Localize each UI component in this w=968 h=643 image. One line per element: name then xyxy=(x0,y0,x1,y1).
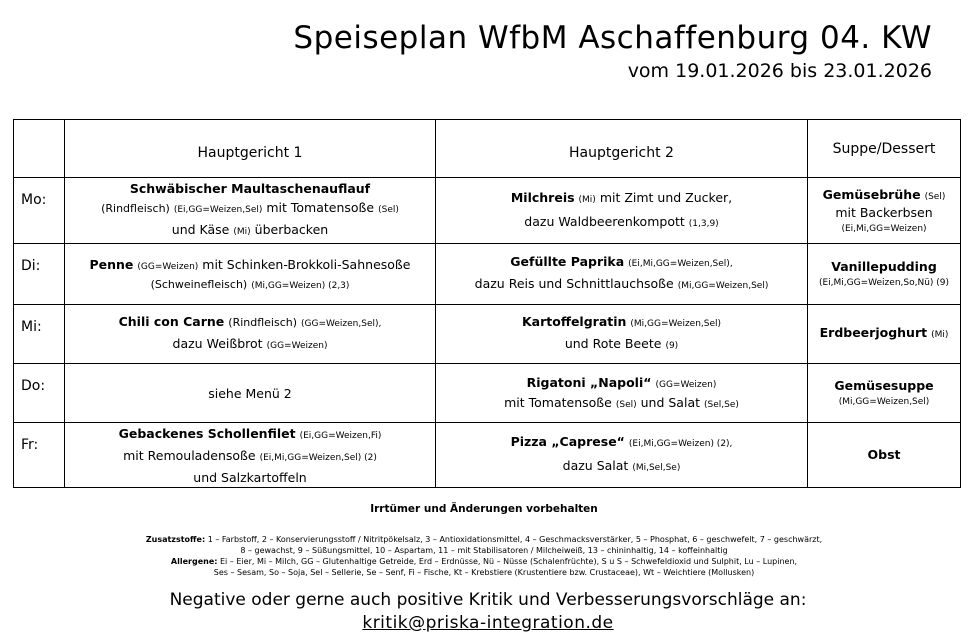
allergen-note: (Ei,Mi,GG=Weizen,Sel) (2) xyxy=(259,452,377,463)
allergen-note: (GG=Weizen) xyxy=(655,380,717,390)
main2-cell xyxy=(436,423,808,488)
soup-cell xyxy=(808,305,961,364)
dish-text: dazu Reis und Schnittlauchsoße xyxy=(474,276,674,291)
allergen-note: (GG=Weizen,Sel), xyxy=(301,319,382,329)
allergen-note: (GG=Weizen) xyxy=(137,262,199,272)
main2-cell xyxy=(436,364,808,423)
dish-text: dazu Salat xyxy=(562,458,629,473)
allergen-note: (Mi,GG=Weizen,Sel) xyxy=(630,319,722,329)
dish-text: dazu Waldbeerenkompott xyxy=(524,213,685,229)
date-range: vom 19.01.2026 bis 23.01.2026 xyxy=(627,60,932,82)
dish-name: Kartoffelgratin xyxy=(521,314,627,329)
dish-text: und Käse xyxy=(171,222,230,237)
additives-label: Zusatzstoffe: xyxy=(145,535,206,544)
dish-name: Gemüsebrühe xyxy=(822,186,921,202)
main1-cell xyxy=(65,305,436,364)
day-label: Mo: xyxy=(14,178,65,244)
allergen-note: (Sel) xyxy=(924,191,946,202)
day-label: Di: xyxy=(14,244,65,305)
table-row xyxy=(14,305,961,364)
allergen-note: (1,3,9) xyxy=(688,218,719,229)
menu-table xyxy=(13,119,961,488)
main2-cell xyxy=(436,244,808,305)
allergen-note: (Mi) xyxy=(233,227,251,237)
allergen-note: (Ei,Mi,GG=Weizen,So,Nü) (9) xyxy=(818,278,950,288)
dish-name: Gefüllte Paprika xyxy=(510,254,625,269)
allergen-note: (Sel) xyxy=(615,400,637,410)
allergen-note: (Sel,Se) xyxy=(704,400,739,410)
allergen-note: (Sel) xyxy=(378,205,399,215)
disclaimer: Irrtümer und Änderungen vorbehalten xyxy=(370,503,598,515)
allergen-note: (Ei,Mi,GG=Weizen,Sel), xyxy=(628,259,733,269)
legend xyxy=(60,534,908,578)
dish-name: Schwäbischer Maultaschenauflauf xyxy=(129,181,371,196)
soup-cell xyxy=(808,423,961,488)
feedback-email-link[interactable]: kritik@priska-integration.de xyxy=(362,613,614,633)
dish-name: Vanillepudding xyxy=(831,259,937,274)
dish-name: Obst xyxy=(867,447,901,462)
main1-cell xyxy=(65,423,436,488)
dish-text: mit Zimt und Zucker, xyxy=(599,189,733,205)
dish-text: siehe Menü 2 xyxy=(208,385,292,401)
dish-name: Chili con Carne xyxy=(118,314,225,329)
main1-cell xyxy=(65,364,436,423)
additives-text: 8 – gewachst, 9 – Süßungsmittel, 10 – Aspartam, 11 – mit Stabilisatoren / Milcheiweiß, 13 – chininhaltig, 14 – koffeinhaltig xyxy=(240,546,728,555)
dish-text: und Salzkartoffeln xyxy=(193,469,307,485)
dish-text: dazu Weißbrot xyxy=(172,336,263,351)
additives-text: 1 – Farbstoff, 2 – Konservierungsstoff / Nitritpökelsalz, 3 – Antioxidationsmittel, 4 – Geschmacksverstärker, 5 – Phosphat, 6 – geschwefelt, 7 – geschwärzt, xyxy=(207,535,823,544)
dish-text: mit Remouladensoße xyxy=(123,447,256,463)
dish-text: und Salat xyxy=(640,395,701,410)
dish-text: mit Tomatensoße xyxy=(504,395,612,410)
allergen-note: (Ei,Mi,GG=Weizen) (2), xyxy=(628,439,733,449)
header-day xyxy=(14,120,65,178)
dish-text: mit Tomatensoße xyxy=(266,200,375,215)
main1-cell xyxy=(65,178,436,244)
main2-cell xyxy=(436,178,808,244)
dish-text: überbacken xyxy=(254,222,329,237)
allergen-note: (Mi,Sel,Se) xyxy=(632,463,681,473)
header-main2: Hauptgericht 2 xyxy=(436,120,808,178)
dish-name: Gemüsesuppe xyxy=(834,378,934,393)
meat-note: (Schweinefleisch) xyxy=(150,278,248,291)
feedback-text: Negative oder gerne auch positive Kritik und Verbesserungsvorschläge an: xyxy=(169,590,807,610)
header-row xyxy=(14,120,961,178)
allergen-note: (Ei,GG=Weizen,Fi) xyxy=(299,430,382,441)
meat-note: (Rindfleisch) xyxy=(228,316,298,329)
page-title: Speiseplan WfbM Aschaffenburg 04. KW xyxy=(293,20,932,56)
table-row xyxy=(14,244,961,305)
allergens-label: Allergene: xyxy=(170,557,218,566)
allergens-text: Ei – Eier, Mi – Milch, GG – Glutenhaltige Getreide, Erd – Erdnüsse, Nü – Nüsse (Schalenfrüchte), S u S – Schwefeldioxid und Sulphit, Lu – Lupinen, xyxy=(220,557,798,566)
header-main1: Hauptgericht 1 xyxy=(65,120,436,178)
dish-name: Rigatoni „Napoli“ xyxy=(526,375,652,390)
table-row xyxy=(14,364,961,423)
allergen-note: (9) xyxy=(665,341,679,351)
allergen-note: (Ei,GG=Weizen,Sel) xyxy=(173,205,263,215)
allergen-note: (Mi,GG=Weizen) (2,3) xyxy=(251,281,350,291)
dish-text: mit Schinken-Brokkoli-Sahnesoße xyxy=(202,257,411,272)
dish-name: Milchreis xyxy=(510,189,575,205)
day-label: Fr: xyxy=(14,423,65,488)
table-row xyxy=(14,178,961,244)
main1-cell xyxy=(65,244,436,305)
allergen-note: (Mi) xyxy=(578,194,596,205)
dish-name: Gebackenes Schollenfilet xyxy=(118,425,296,441)
dish-text: mit Backerbsen xyxy=(835,204,933,220)
day-label: Do: xyxy=(14,364,65,423)
allergen-note: (Mi,GG=Weizen,Sel) xyxy=(838,397,930,407)
allergen-note: (Mi,GG=Weizen,Sel) xyxy=(677,281,769,291)
header-soup: Suppe/Dessert xyxy=(808,120,961,178)
soup-cell xyxy=(808,244,961,305)
allergen-note: (Mi) xyxy=(931,330,949,340)
dish-text: und Rote Beete xyxy=(564,336,662,351)
dish-name: Pizza „Caprese“ xyxy=(510,434,625,449)
dish-name: Erdbeerjoghurt xyxy=(819,325,928,340)
main2-cell xyxy=(436,305,808,364)
soup-cell xyxy=(808,178,961,244)
allergens-text: Ses – Sesam, So – Soja, Sel – Sellerie, Se – Senf, Fi – Fische, Kt – Krebstiere (Krustentiere bzw. Crustaceae), Wt – Weichtiere (Mollusken) xyxy=(213,568,755,577)
day-label: Mi: xyxy=(14,305,65,364)
allergen-note: (Ei,Mi,GG=Weizen) xyxy=(841,223,927,234)
table-row xyxy=(14,423,961,488)
soup-cell xyxy=(808,364,961,423)
meat-note: (Rindfleisch) xyxy=(101,202,170,215)
allergen-note: (GG=Weizen) xyxy=(266,341,328,351)
dish-name: Penne xyxy=(89,257,134,272)
